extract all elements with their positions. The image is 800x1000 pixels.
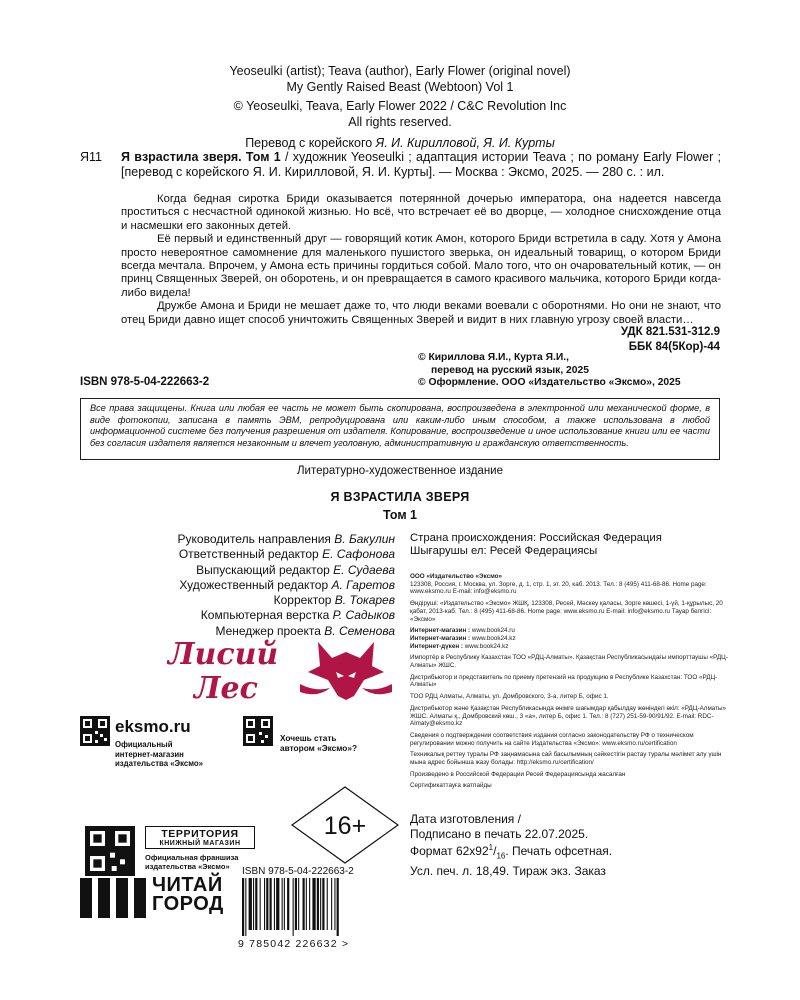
barcode-bar — [276, 878, 279, 930]
credits-line-4: All rights reserved. — [348, 114, 452, 129]
barcode-bar — [337, 878, 339, 936]
bbk-code: ББК 84(5Кор)-44 — [628, 341, 720, 353]
barcode-bar — [284, 878, 285, 930]
publisher-info-item: ТОО РДЦ Алматы, Алматы, ул. Домбровского, 3-а, литер Б, офис 1. — [410, 693, 609, 701]
territory-qr-code — [85, 826, 135, 876]
age-rating-badge — [290, 785, 400, 865]
classification-indices — [621, 325, 720, 355]
publisher-info — [410, 573, 730, 790]
publisher-info-item: Өндіруші: «Издательство «Эксмо» ЖШҚ, 123308, Ресей, Мәскеу қаласы, Зорге көшесі, 1-үй, 1-құрылыс, 20 қабат, 2013-каб. Тел.: 8 (495) 411-68-86. Home page: www.eksmo.ru E-mail: info@eksmo.ru Тауар белгісі: «Эксмо» — [410, 600, 723, 623]
print-info-line-2: Подписано в печать 22.07.2025. — [410, 826, 589, 841]
barcode-bar — [327, 878, 328, 930]
barcode-bar — [331, 878, 332, 930]
publisher-info-item: Произведено в Российской Федерации Ресей Федерациясында жасалған — [410, 770, 626, 778]
barcode-bar — [264, 878, 265, 930]
staff-row: Руководитель направления В. Бакулин — [177, 532, 395, 546]
eksmo-store-caption: Официальный интернет-магазин издательства «Эксмо» — [115, 740, 203, 768]
eksmo-qr-code — [80, 716, 110, 746]
publisher-info-item: Импортёр в Республику Казахстан ТОО «РДЦ-Алматы». Қазақстан Республикасындағы импорттаушы «РДЦ-Алматы» ЖШС. — [410, 654, 728, 670]
barcode-bar — [253, 878, 254, 930]
credits-line-3: © Yeoseulki, Teava, Early Flower 2022 / C&C Revolution Inc — [233, 99, 567, 113]
publisher-info-item: Сведения о подтверждении соответствия издания согласно законодательству РФ о техническом регулировании можно получить на сайте Издательства «Эксмо»: www.eksmo.ru/certification — [410, 731, 694, 747]
barcode-bar — [334, 878, 335, 930]
staff-row: Корректор В. Токарев — [273, 593, 395, 608]
barcode-bar — [293, 878, 294, 936]
annotation — [121, 193, 721, 327]
fox-head-icon — [300, 642, 392, 700]
staff-row: Художественный редактор А. Гаретов — [179, 577, 395, 592]
udc-code: УДК 821.531-312.9 — [620, 326, 720, 338]
print-info — [410, 812, 612, 878]
genre-label: Литературно-художественное издание — [296, 465, 504, 477]
credits-block — [0, 64, 800, 152]
barcode-bar — [270, 878, 272, 930]
become-author-caption: Хочешь стать автором «Эксмо»? — [280, 733, 358, 753]
lisiy-les-logo — [160, 632, 410, 710]
publisher-info-item: Техникалық реттеу туралы РФ заңнамасына сай басылымның сәйкестігін растау туралы мәлімет алу үшін мына адрес бойынша жазу болады: http://eksmo.ru/certification/ — [410, 751, 722, 767]
barcode-isbn: ISBN 978-5-04-222663-2 — [242, 866, 354, 877]
eksmo-site: eksmo.ru — [115, 717, 191, 736]
barcode-bar — [312, 878, 315, 930]
copyright-line-1: © Кириллова Я.И., Курта Я.И., — [418, 352, 569, 363]
classification-code: Я11 — [80, 150, 103, 164]
barcode-bar — [249, 878, 252, 930]
volume-label: Том 1 — [383, 508, 417, 522]
bibliographic-record — [121, 150, 721, 180]
copyright-line-3: © Оформление. ООО «Издательство «Эксмо», 2025 — [418, 377, 681, 388]
credits-line-2: My Gently Raised Beast (Webtoon) Vol 1 — [286, 79, 514, 94]
barcode-bar — [306, 878, 307, 930]
chitai-gorod-icon — [80, 878, 146, 918]
barcode-bar — [317, 878, 319, 930]
staff-row: Менеджер проекта В. Семенова — [215, 623, 395, 638]
author-qr-code — [243, 716, 273, 746]
book-title: Я ВЗРАСТИЛА ЗВЕРЯ — [330, 490, 470, 504]
print-info-line-1: Дата изготовления / — [410, 812, 521, 826]
barcode-bar — [320, 878, 321, 930]
age-rating-text: 16+ — [323, 812, 367, 840]
barcode-bar — [260, 878, 261, 930]
annotation-paragraph-2: Её первый и единственный друг — говорящий котик Амон, которого Бриди встретила в саду. Хотя у Амона просто невероятное самомнение для маленького пушистого зверька, он идеальный товарищ, о котором Бриди всегда мечтала. Впрочем, у Амона есть причины гордиться собой. Мало того, что он очаровательный котик, — он принц Священных Зверей, он оборотень, и он превращается в самого красивого мальчика, которого Бриди когда-либо видела! — [121, 233, 721, 299]
biblio-details: / художник Yeoseulki ; адаптация истории Teava ; по роману Early Flower ; [перевод с корейского Я. И. Кирилловой, Я. И. Курты]. — Москва : Эксмо, 2025. — 280 с. : ил. — [121, 150, 722, 179]
isbn-text: ISBN 978-5-04-222663-2 — [80, 376, 210, 388]
biblio-title: Я взрастила зверя. Том 1 — [121, 150, 281, 164]
territory-title: ТЕРРИТОРИЯ — [161, 828, 239, 840]
annotation-paragraph-1: Когда бедная сиротка Бриди оказывается потерянной дочерью императора, она надеется навсегда проститься с несчастной одинокой жизнью. Но всё, что встречает её во дворце, — холодное снисхождение отца и насмешки его законных детей. — [121, 193, 721, 232]
barcode-bar — [298, 878, 299, 930]
staff-row: Выпускающий редактор Е. Судаева — [196, 562, 395, 577]
barcode — [240, 878, 385, 936]
annotation-paragraph-3: Дружбе Амона и Бриди не мешает даже то, что люди веками воевали с оборотнями. Но они не знают, что отец Бриди давно ищет способ уничтожить Священных Зверей и видит в них главную угрозу своей власти… — [121, 300, 721, 326]
credits-line-1: Yeoseulki (artist); Teava (author), Early Flower (original novel) — [229, 64, 571, 78]
barcode-bar — [255, 878, 257, 930]
publisher-info-item: ООО «Издательство «Эксмо» 123308, Россия, г. Москва, ул. Зорге, д. 1, стр. 1, эт. 20, каб. 2013. Тел.: 8 (495) 411-68-86. Home page: www.eksmo.ru E-mail: info@eksmo.ru — [410, 573, 707, 596]
publisher-info-item: Интернет-дүкен : www.book24.kz — [410, 642, 509, 650]
publisher-info-item: Интернет-магазин : www.book24.ru — [410, 627, 515, 635]
barcode-bar — [303, 878, 305, 930]
translators: Я. И. Кирилловой, Я. И. Курты — [375, 136, 555, 150]
territory-subtitle: КНИЖНЫЙ МАГАЗИН — [159, 840, 241, 847]
territory-logo — [145, 826, 255, 849]
barcode-bar — [287, 878, 289, 930]
publisher-info-item: Дистрибьютор и представитель по приему претензий на продукцию в Республике Казахстан: ТОО «РДЦ-Алматы» — [410, 673, 718, 689]
barcode-bar — [274, 878, 275, 930]
barcode-bar — [242, 878, 244, 936]
copyright-line-2: перевод на русский язык, 2025 — [431, 364, 589, 376]
barcode-number: 9 785042 226632 > — [238, 938, 350, 950]
barcode-bar — [245, 878, 246, 936]
staff-row: Ответственный редактор Е. Сафонова — [178, 547, 395, 562]
origin-block — [410, 532, 662, 558]
copyright-block — [418, 352, 681, 390]
publisher-info-item: Интернет-магазин : www.book24.kz — [410, 634, 516, 642]
chitai-gorod-logo: ЧИТАЙ ГОРОД — [152, 874, 224, 915]
origin-kz: Шығарушы ел: Ресей Федерациясы — [410, 545, 598, 557]
logo-text-line-2: Лес — [194, 671, 258, 706]
barcode-bar — [282, 878, 283, 930]
barcode-bar — [309, 878, 310, 930]
barcode-bar — [266, 878, 268, 930]
origin-ru: Страна происхождения: Российская Федерация — [410, 532, 662, 544]
barcode-bar — [295, 878, 297, 930]
publisher-info-item: Сертификаттауға жатпайды — [410, 782, 492, 790]
staff-list — [178, 532, 395, 639]
publisher-info-item: Дистрибьютор және Қазақстан Республикасында өнімге шағымдар қабылдау жөніндегі өкіл: «РДЦ-Алматы» ЖШС. Алматы қ., Домбровский көш., 3 «а», литер Б, офис 1. Тел.: 8 (727) 251-59-90/91/92. E-mail: RDC-Almaty@eksmo.kz — [410, 704, 727, 728]
staff-row: Компьютерная верстка Р. Садыков — [200, 608, 395, 623]
barcode-bar — [322, 878, 324, 930]
print-info-line-3: Формат $62х92^1/_{16}$. Печать офсетная. — [410, 843, 613, 861]
translation-prefix: Перевод с корейского — [245, 136, 376, 150]
print-info-line-4: Усл. печ. л. 18,49. Тираж экз. Заказ — [410, 863, 606, 878]
logo-text-line-1: Лисий — [168, 637, 279, 672]
franchise-caption: Официальная франшиза издательства «Эксмо» — [145, 853, 239, 871]
rights-notice: Все права защищены. Книга или любая ее часть не может быть скопирована, воспроизведена в электронной или механической форме, в виде фотокопии, записана в память ЭВМ, репродуцирована или каким-либо иным способом, а также использована в любой информационной системе без получения разрешения от издателя. Копирование, воспроизведение и иное использование книги или ее части без согласия издателя является незаконным и влечет уголовную, административную и гражданскую ответственность. — [80, 398, 720, 460]
